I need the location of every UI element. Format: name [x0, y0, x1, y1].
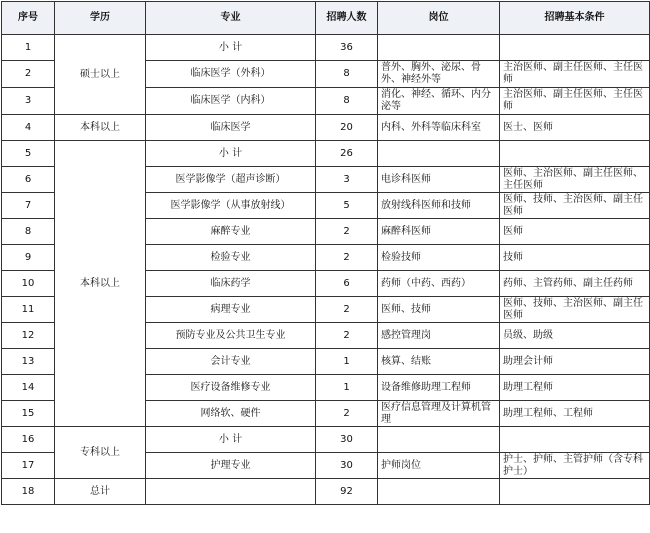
cell-position: 普外、胸外、泌尿、骨外、神经外等	[378, 61, 500, 88]
cell-position: 感控管理岗	[378, 323, 500, 349]
cell-seq: 18	[2, 479, 55, 505]
cell-conditions: 主治医师、副主任医师、主任医师	[500, 88, 650, 115]
cell-conditions: 医士、医师	[500, 115, 650, 141]
cell-position	[378, 479, 500, 505]
cell-count: 2	[316, 245, 378, 271]
cell-conditions: 医师、技师、主治医师、副主任医师	[500, 193, 650, 219]
cell-major: 临床医学（内科）	[146, 88, 316, 115]
header-row	[2, 2, 650, 35]
cell-position: 消化、神经、循环、内分泌等	[378, 88, 500, 115]
cell-conditions	[500, 35, 650, 61]
cell-conditions: 医师	[500, 219, 650, 245]
group-masters: 硕士以上	[55, 35, 146, 115]
cell-seq: 11	[2, 297, 55, 323]
total-row	[2, 479, 650, 505]
cell-position: 放射线科医师和技师	[378, 193, 500, 219]
cell-count: 5	[316, 193, 378, 219]
cell-count: 20	[316, 115, 378, 141]
cell-position: 医师、技师	[378, 297, 500, 323]
cell-seq: 5	[2, 141, 55, 167]
cell-conditions	[500, 479, 650, 505]
cell-position: 设备维修助理工程师	[378, 375, 500, 401]
header-position: 岗位	[378, 2, 500, 35]
cell-position: 药师（中药、西药）	[378, 271, 500, 297]
cell-major: 小 计	[146, 427, 316, 453]
header-major: 专业	[146, 2, 316, 35]
cell-count: 36	[316, 35, 378, 61]
cell-conditions: 药师、主管药师、副主任药师	[500, 271, 650, 297]
cell-count: 26	[316, 141, 378, 167]
cell-position	[378, 427, 500, 453]
cell-conditions: 员级、助级	[500, 323, 650, 349]
cell-position: 电诊科医师	[378, 167, 500, 193]
group-bachelor: 本科以上	[55, 115, 146, 141]
cell-major	[146, 479, 316, 505]
recruitment-table	[1, 1, 650, 505]
cell-major: 网络软、硬件	[146, 401, 316, 427]
cell-seq: 12	[2, 323, 55, 349]
cell-conditions	[500, 141, 650, 167]
cell-major: 临床医学（外科）	[146, 61, 316, 88]
cell-count: 3	[316, 167, 378, 193]
cell-major: 医疗设备维修专业	[146, 375, 316, 401]
cell-seq: 2	[2, 61, 55, 88]
cell-seq: 3	[2, 88, 55, 115]
cell-count: 2	[316, 401, 378, 427]
cell-count: 2	[316, 297, 378, 323]
cell-count: 1	[316, 375, 378, 401]
cell-seq: 9	[2, 245, 55, 271]
cell-conditions: 助理工程师、工程师	[500, 401, 650, 427]
cell-count: 8	[316, 61, 378, 88]
cell-seq: 4	[2, 115, 55, 141]
cell-major: 小 计	[146, 35, 316, 61]
cell-position: 医疗信息管理及计算机管理	[378, 401, 500, 427]
table-row	[2, 141, 650, 167]
cell-conditions: 医师、技师、主治医师、副主任医师	[500, 297, 650, 323]
cell-seq: 13	[2, 349, 55, 375]
cell-seq: 14	[2, 375, 55, 401]
cell-major: 预防专业及公共卫生专业	[146, 323, 316, 349]
cell-conditions: 技师	[500, 245, 650, 271]
cell-major: 会计专业	[146, 349, 316, 375]
cell-position: 麻醉科医师	[378, 219, 500, 245]
cell-seq: 10	[2, 271, 55, 297]
cell-count: 6	[316, 271, 378, 297]
cell-seq: 15	[2, 401, 55, 427]
cell-count: 92	[316, 479, 378, 505]
cell-conditions: 护士、护师、主管护师（含专科护士）	[500, 453, 650, 479]
cell-count: 2	[316, 219, 378, 245]
cell-major: 小 计	[146, 141, 316, 167]
cell-seq: 8	[2, 219, 55, 245]
cell-position: 检验技师	[378, 245, 500, 271]
header-count: 招聘人数	[316, 2, 378, 35]
group-total: 总计	[55, 479, 146, 505]
cell-major: 麻醉专业	[146, 219, 316, 245]
cell-conditions: 主治医师、副主任医师、主任医师	[500, 61, 650, 88]
cell-major: 临床医学	[146, 115, 316, 141]
group-bachelor: 本科以上	[55, 141, 146, 427]
cell-seq: 7	[2, 193, 55, 219]
cell-count: 2	[316, 323, 378, 349]
cell-position: 护师岗位	[378, 453, 500, 479]
cell-major: 护理专业	[146, 453, 316, 479]
cell-position: 内科、外科等临床科室	[378, 115, 500, 141]
header-education: 学历	[55, 2, 146, 35]
cell-count: 30	[316, 453, 378, 479]
cell-position: 核算、结账	[378, 349, 500, 375]
table-row	[2, 427, 650, 453]
cell-count: 8	[316, 88, 378, 115]
cell-seq: 1	[2, 35, 55, 61]
cell-count: 30	[316, 427, 378, 453]
header-seq: 序号	[2, 2, 55, 35]
cell-conditions: 助理会计师	[500, 349, 650, 375]
cell-count: 1	[316, 349, 378, 375]
cell-conditions: 助理工程师	[500, 375, 650, 401]
cell-seq: 6	[2, 167, 55, 193]
cell-position	[378, 141, 500, 167]
cell-seq: 16	[2, 427, 55, 453]
cell-major: 医学影像学（超声诊断）	[146, 167, 316, 193]
cell-major: 病理专业	[146, 297, 316, 323]
table-row	[2, 115, 650, 141]
cell-major: 检验专业	[146, 245, 316, 271]
table-row	[2, 35, 650, 61]
header-conditions: 招聘基本条件	[500, 2, 650, 35]
cell-conditions	[500, 427, 650, 453]
cell-position	[378, 35, 500, 61]
group-college: 专科以上	[55, 427, 146, 479]
cell-major: 医学影像学（从事放射线）	[146, 193, 316, 219]
cell-conditions: 医师、主治医师、副主任医师、主任医师	[500, 167, 650, 193]
cell-major: 临床药学	[146, 271, 316, 297]
cell-seq: 17	[2, 453, 55, 479]
